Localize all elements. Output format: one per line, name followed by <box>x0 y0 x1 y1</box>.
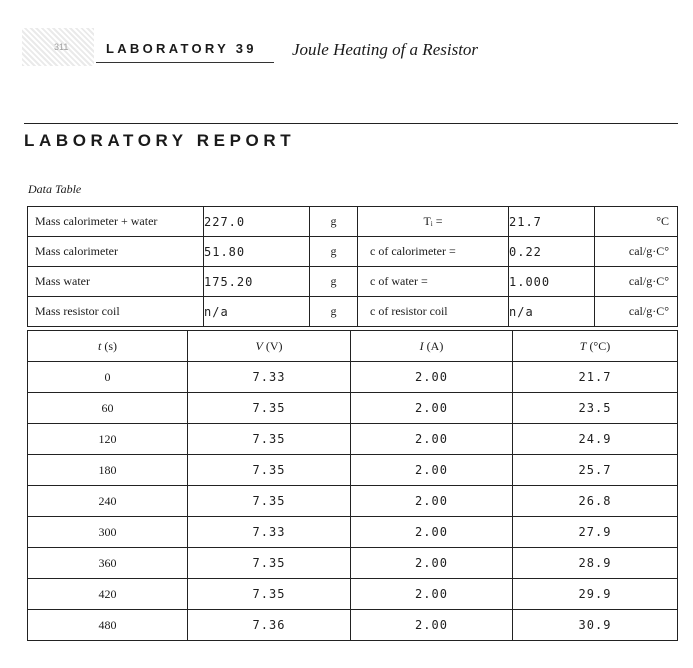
reading-row <box>28 486 678 517</box>
right-label: c of calorimeter = <box>358 237 509 267</box>
time-cell: 240 <box>28 486 188 517</box>
voltage-cell: 7.33 <box>188 362 351 393</box>
time-cell: 60 <box>28 393 188 424</box>
page-stamp-text: 311 <box>54 42 69 52</box>
current-cell: 2.00 <box>351 486 513 517</box>
left-unit: g <box>310 267 358 297</box>
temperature-cell: 25.7 <box>513 455 678 486</box>
voltage-cell: 7.33 <box>188 517 351 548</box>
current-cell: 2.00 <box>351 362 513 393</box>
right-value: 21.7 <box>509 207 595 237</box>
temperature-cell: 26.8 <box>513 486 678 517</box>
left-label: Mass calorimeter <box>28 237 204 267</box>
lab-title: Joule Heating of a Resistor <box>292 40 479 59</box>
right-value: 0.22 <box>509 237 595 267</box>
temperature-cell: 24.9 <box>513 424 678 455</box>
measurement-row <box>28 237 678 267</box>
right-label: Tᵢ = <box>358 207 509 237</box>
voltage-cell: 7.35 <box>188 548 351 579</box>
reading-row <box>28 393 678 424</box>
voltage-cell: 7.35 <box>188 393 351 424</box>
left-unit: g <box>310 297 358 327</box>
current-cell: 2.00 <box>351 517 513 548</box>
time-cell: 120 <box>28 424 188 455</box>
current-cell: 2.00 <box>351 455 513 486</box>
temperature-cell: 27.9 <box>513 517 678 548</box>
right-value: 1.000 <box>509 267 595 297</box>
reading-row <box>28 610 678 641</box>
measurement-row <box>28 267 678 297</box>
report-divider <box>24 123 678 124</box>
report-title: LABORATORY REPORT <box>24 131 296 150</box>
time-cell: 0 <box>28 362 188 393</box>
lab-label-underline <box>96 62 274 63</box>
left-value: 227.0 <box>204 207 310 237</box>
current-cell: 2.00 <box>351 548 513 579</box>
voltage-cell: 7.36 <box>188 610 351 641</box>
reading-row <box>28 517 678 548</box>
reading-row <box>28 424 678 455</box>
voltage-cell: 7.35 <box>188 486 351 517</box>
time-cell: 420 <box>28 579 188 610</box>
left-label: Mass resistor coil <box>28 297 204 327</box>
right-unit: cal/g·C° <box>595 267 678 297</box>
column-header: V (V) <box>188 331 351 362</box>
voltage-cell: 7.35 <box>188 579 351 610</box>
left-value: n/a <box>204 297 310 327</box>
current-cell: 2.00 <box>351 424 513 455</box>
current-cell: 2.00 <box>351 579 513 610</box>
right-unit: cal/g·C° <box>595 297 678 327</box>
reading-row <box>28 455 678 486</box>
time-cell: 180 <box>28 455 188 486</box>
time-cell: 300 <box>28 517 188 548</box>
time-cell: 480 <box>28 610 188 641</box>
left-unit: g <box>310 207 358 237</box>
left-value: 51.80 <box>204 237 310 267</box>
right-unit: cal/g·C° <box>595 237 678 267</box>
left-label: Mass calorimeter + water <box>28 207 204 237</box>
temperature-cell: 21.7 <box>513 362 678 393</box>
lab-number-label: LABORATORY 39 <box>106 41 257 56</box>
right-label: c of resistor coil <box>358 297 509 327</box>
right-value: n/a <box>509 297 595 327</box>
left-unit: g <box>310 237 358 267</box>
column-header: t (s) <box>28 331 188 362</box>
right-label: c of water = <box>358 267 509 297</box>
data-table-label: Data Table <box>28 182 82 196</box>
measurement-row <box>28 207 678 237</box>
readings-table <box>27 330 678 641</box>
page-stamp <box>22 28 94 66</box>
temperature-cell: 23.5 <box>513 393 678 424</box>
left-value: 175.20 <box>204 267 310 297</box>
reading-row <box>28 362 678 393</box>
temperature-cell: 30.9 <box>513 610 678 641</box>
voltage-cell: 7.35 <box>188 424 351 455</box>
current-cell: 2.00 <box>351 393 513 424</box>
left-label: Mass water <box>28 267 204 297</box>
temperature-cell: 29.9 <box>513 579 678 610</box>
measurements-table <box>27 206 678 327</box>
temperature-cell: 28.9 <box>513 548 678 579</box>
time-cell: 360 <box>28 548 188 579</box>
measurement-row <box>28 297 678 327</box>
reading-row <box>28 548 678 579</box>
current-cell: 2.00 <box>351 610 513 641</box>
voltage-cell: 7.35 <box>188 455 351 486</box>
reading-row <box>28 579 678 610</box>
column-header: T (°C) <box>513 331 678 362</box>
right-unit: °C <box>595 207 678 237</box>
readings-header-row <box>28 331 678 362</box>
column-header: I (A) <box>351 331 513 362</box>
